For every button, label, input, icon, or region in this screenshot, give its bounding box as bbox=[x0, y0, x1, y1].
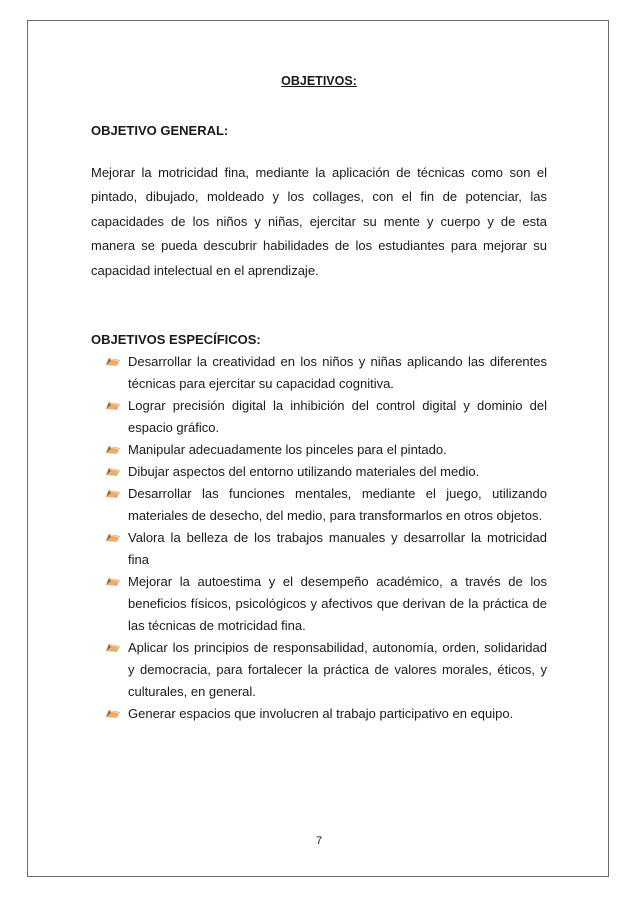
list-item bbox=[128, 703, 547, 725]
objective-text: Manipular adecuadamente los pinceles para el pintado. bbox=[128, 442, 447, 458]
objective-text: Valora la belleza de los trabajos manuales y desarrollar la motricidad fina bbox=[128, 530, 547, 568]
page-number: 7 bbox=[315, 835, 323, 847]
general-objective-text: Mejorar la motricidad fina, mediante la aplicación de técnicas como son el pintado, dibujado, moldeado y los collages, con el fin de potenciar, las capacidades de los niños y niñas, ejercitar su mente y cuerpo y de esta manera se pueda descubrir habilidades de los estudiantes para mejorar su capacidad intelectual en el aprendizaje. bbox=[91, 165, 547, 278]
objective-text: Dibujar aspectos del entorno utilizando materiales del medio. bbox=[128, 464, 480, 480]
pencil-bullet-icon bbox=[105, 444, 121, 455]
objective-text: Lograr precisión digital la inhibición del control digital y dominio del espacio gráfico. bbox=[128, 398, 547, 436]
list-item bbox=[128, 439, 547, 461]
objective-text: Mejorar la autoestima y el desempeño académico, a través de los beneficios físicos, psicológicos y afectivos que derivan de la práctica de las técnicas de motricidad fina. bbox=[128, 574, 547, 634]
pencil-bullet-icon bbox=[105, 642, 121, 653]
list-item bbox=[128, 351, 547, 395]
objective-text: Desarrollar la creatividad en los niños y niñas aplicando las diferentes técnicas para ejercitar su capacidad cognitiva. bbox=[128, 354, 547, 392]
objective-text: Aplicar los principios de responsabilidad, autonomía, orden, solidaridad y democracia, para fortalecer la práctica de valores morales, éticos, y culturales, en general. bbox=[128, 640, 547, 700]
general-objective-heading: OBJETIVO GENERAL: bbox=[91, 123, 229, 138]
list-item bbox=[128, 637, 547, 703]
document-body bbox=[91, 72, 547, 725]
list-item bbox=[128, 527, 547, 571]
list-item bbox=[128, 571, 547, 637]
list-item bbox=[128, 395, 547, 439]
pencil-bullet-icon bbox=[105, 466, 121, 477]
specific-objectives-heading: OBJETIVOS ESPECÍFICOS: bbox=[91, 332, 261, 348]
specific-objectives-list bbox=[91, 351, 547, 725]
pencil-bullet-icon bbox=[105, 576, 121, 587]
pencil-bullet-icon bbox=[105, 400, 121, 411]
document-title: OBJETIVOS: bbox=[281, 74, 357, 88]
objective-text: Desarrollar las funciones mentales, mediante el juego, utilizando materiales de desecho, del medio, para transformarlos en otros objetos. bbox=[128, 486, 547, 524]
list-item bbox=[128, 483, 547, 527]
objective-text: Generar espacios que involucren al trabajo participativo en equipo. bbox=[128, 706, 514, 722]
pencil-bullet-icon bbox=[105, 708, 121, 719]
pencil-bullet-icon bbox=[105, 532, 121, 543]
pencil-bullet-icon bbox=[105, 356, 121, 367]
list-item bbox=[128, 461, 547, 483]
pencil-bullet-icon bbox=[105, 488, 121, 499]
